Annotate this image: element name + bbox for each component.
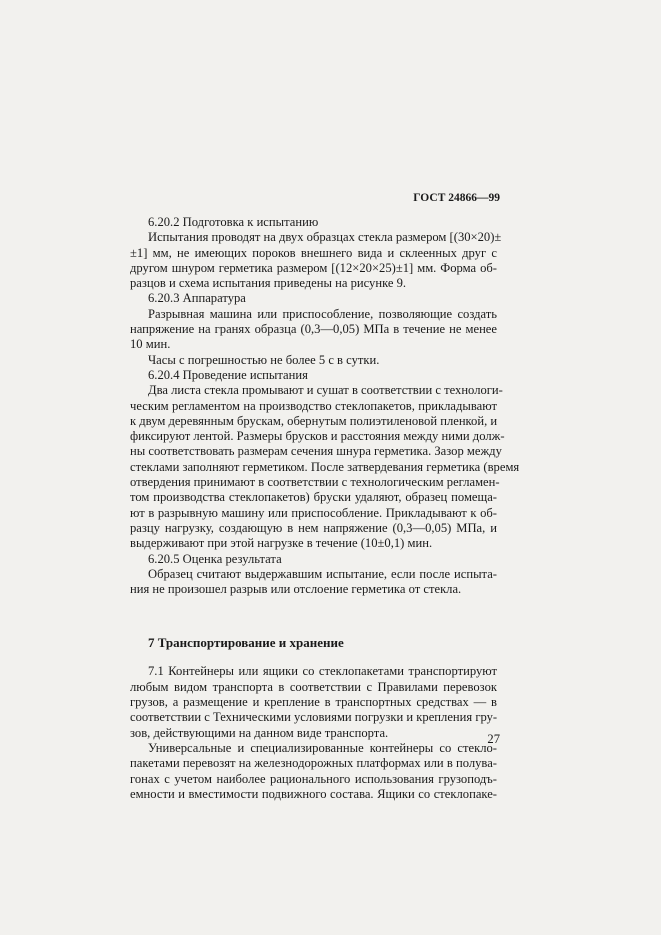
text-line: другом шнуром герметика размером [(12×20×25)±1] мм. Форма об- <box>130 260 497 275</box>
text-line: Два листа стекла промывают и сушат в соответствии с технологи- <box>148 383 503 398</box>
text-line: 10 мин. <box>130 337 171 352</box>
section-heading: 7 Транспортирование и хранение <box>148 635 344 651</box>
transport-section-text <box>130 664 497 802</box>
test-procedure-text <box>130 215 520 597</box>
text-line: емности и вместимости подвижного состава. Ящики со стеклопаке- <box>130 786 497 801</box>
text-line: Испытания проводят на двух образцах стекла размером [(30×20)± <box>148 230 502 245</box>
text-line: 6.20.5 Оценка результата <box>148 551 282 566</box>
text-line: том производства стеклопакетов) бруски удаляют, образец помеща- <box>130 490 497 505</box>
page-number: 27 <box>487 732 500 746</box>
section-spacer <box>130 597 497 635</box>
text-line: ны соответствовать размерам сечения шнура герметика. Зазор между <box>130 444 502 459</box>
document-code-header: ГОСТ 24866—99 <box>413 192 500 204</box>
text-line: 6.20.2 Подготовка к испытанию <box>148 215 319 229</box>
text-line: Разрывная машина или приспособление, позволяющие создать <box>148 306 497 321</box>
text-line: Универсальные и специализированные контейнеры со стекло- <box>148 740 497 755</box>
text-line: ют в разрывную машину или приспособление. Прикладывают к об- <box>130 505 497 520</box>
text-line: разцов и схема испытания приведены на рисунке 9. <box>130 276 407 291</box>
text-line: к двум деревянным брускам, обернутым полиэтиленовой пленкой, и <box>130 413 498 428</box>
text-line: ческим регламентом на производство стеклопакетов, прикладывают <box>130 398 497 413</box>
text-line: разцу нагрузку, создающую в нем напряжение (0,3—0,05) МПа, и <box>130 520 497 535</box>
text-line: грузов, а размещение и крепление в транспортных средствах — в <box>130 695 497 710</box>
text-line: ния не произошел разрыв или отслоение герметика от стекла. <box>130 582 462 597</box>
text-line: выдерживают при этой нагрузке в течение (10±0,1) мин. <box>130 536 433 551</box>
text-line: стеклами заполняют герметиком. После затвердевания герметика (время <box>130 459 520 474</box>
text-line: напряжение на гранях образца (0,3—0,05) МПа в течение не менее <box>130 322 497 337</box>
text-line: фиксируют лентой. Размеры брусков и расстояния между ними долж- <box>130 429 505 444</box>
text-line: любым видом транспорта в соответствии с Правилами перевозок <box>130 679 497 694</box>
page-content <box>130 215 520 802</box>
text-line: 7.1 Контейнеры или ящики со стеклопакетами транспортируют <box>148 664 497 679</box>
text-line: пакетами перевозят на железнодорожных платформах или в полува- <box>130 756 497 771</box>
text-line: ±1] мм, не имеющих пороков внешнего вида и склеенных друг с <box>130 245 497 260</box>
heading-spacer <box>130 651 497 664</box>
text-line: Образец считают выдержавшим испытание, если после испыта- <box>148 566 497 581</box>
text-line: 6.20.4 Проведение испытания <box>148 367 308 382</box>
text-line: зов, действующими на данном виде транспорта. <box>130 725 389 740</box>
text-line: Часы с погрешностью не более 5 с в сутки. <box>148 352 380 367</box>
text-line: отвердения принимают в соответствии с технологическим регламен- <box>130 475 500 490</box>
text-line: гонах с учетом наиболее рационального использования грузоподъ- <box>130 771 497 786</box>
text-line: соответствии с Техническими условиями погрузки и крепления гру- <box>130 710 498 725</box>
text-line: 6.20.3 Аппаратура <box>148 291 246 306</box>
